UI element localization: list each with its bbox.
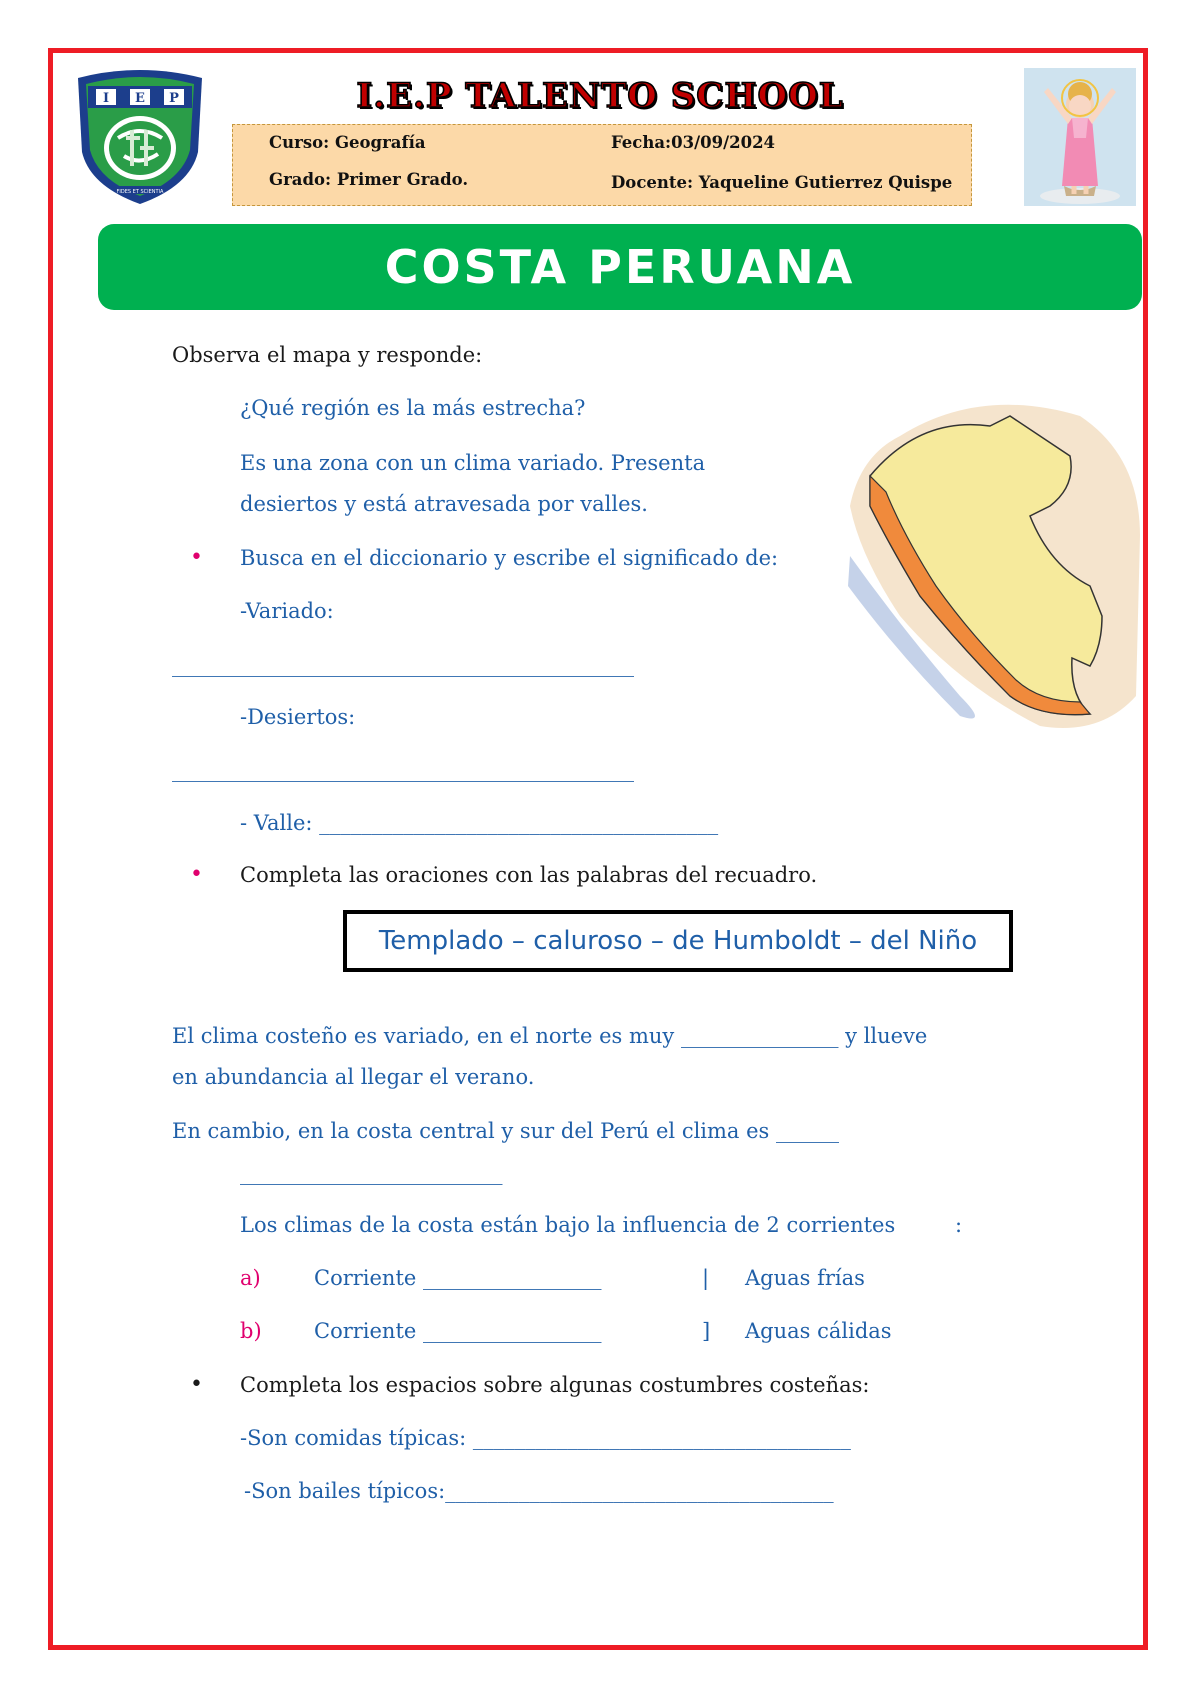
course-info-box [232,124,972,206]
instruction-complete-sentences: Completa las oraciones con las palabras del recuadro. [240,863,818,887]
current-b-marker: b) [240,1319,262,1343]
logo-letter-p: P [169,91,179,106]
logo-letter-i: I [102,91,110,106]
child-jesus-image [1024,68,1136,206]
sentence-central-climate-line-2[interactable]: _________________________ [240,1161,503,1185]
bullet-marker: • [190,862,203,887]
bullet-marker: • [190,1372,203,1397]
typical-foods-blank[interactable]: -Son comidas típicas: ____________________________________ [240,1426,851,1450]
grade-label: Grado: Primer Grado. [269,170,469,189]
currents-colon: : [955,1213,963,1237]
instruction-customs: Completa los espacios sobre algunas costumbres costeñas: [240,1373,870,1397]
school-name: I.E.P TALENTO SCHOOL [356,76,844,116]
logo-caption: FIDES ET SCIENTIA [116,189,164,195]
current-a-separator: | [702,1266,710,1290]
description-line-1: Es una zona con un clima variado. Presenta [240,451,706,475]
term-desiertos: -Desiertos: [240,705,356,729]
current-b-separator: ] [702,1319,711,1343]
school-crest-logo [70,68,210,208]
description-line-2: desiertos y está atravesada por valles. [240,492,648,516]
course-label: Curso: Geografía [269,133,426,152]
current-b-description: Aguas cálidas [745,1319,892,1343]
intro-instruction: Observa el mapa y responde: [172,343,483,367]
date-label: Fecha:03/09/2024 [611,133,776,152]
instruction-dictionary: Busca en el diccionario y escribe el significado de: [240,546,779,570]
current-a-marker: a) [240,1266,261,1290]
term-variado: -Variado: [240,599,334,623]
current-b-blank[interactable]: Corriente _________________ [314,1319,602,1343]
currents-intro: Los climas de la costa están bajo la influencia de 2 corrientes [240,1213,896,1237]
current-a-blank[interactable]: Corriente _________________ [314,1266,602,1290]
sentence-north-climate-line-1[interactable]: El clima costeño es variado, en el norte es muy _______________ y llueve [172,1024,928,1048]
teacher-label: Docente: Yaqueline Gutierrez Quispe [611,173,953,192]
question-text: ¿Qué región es la más estrecha? [240,396,586,420]
typical-dances-blank[interactable]: -Son bailes típicos:_____________________________________ [244,1479,834,1503]
bullet-marker: • [190,545,203,570]
current-a-description: Aguas frías [745,1266,865,1290]
sentence-central-climate-line-1[interactable]: En cambio, en la costa central y sur del Perú el clima es ______ [172,1119,840,1143]
logo-letter-e: E [135,91,145,106]
peru-map-image [840,396,1152,746]
sentence-north-climate-line-2: en abundancia al llegar el verano. [172,1065,535,1089]
answer-blank-desiertos[interactable]: ____________________________________________ [172,758,634,782]
term-valle[interactable]: - Valle: ______________________________________ [240,811,719,835]
word-bank-box: Templado – caluroso – de Humboldt – del Niño [343,910,1013,972]
page-title-banner: COSTA PERUANA [98,224,1142,310]
answer-blank-variado[interactable]: ____________________________________________ [172,653,634,677]
